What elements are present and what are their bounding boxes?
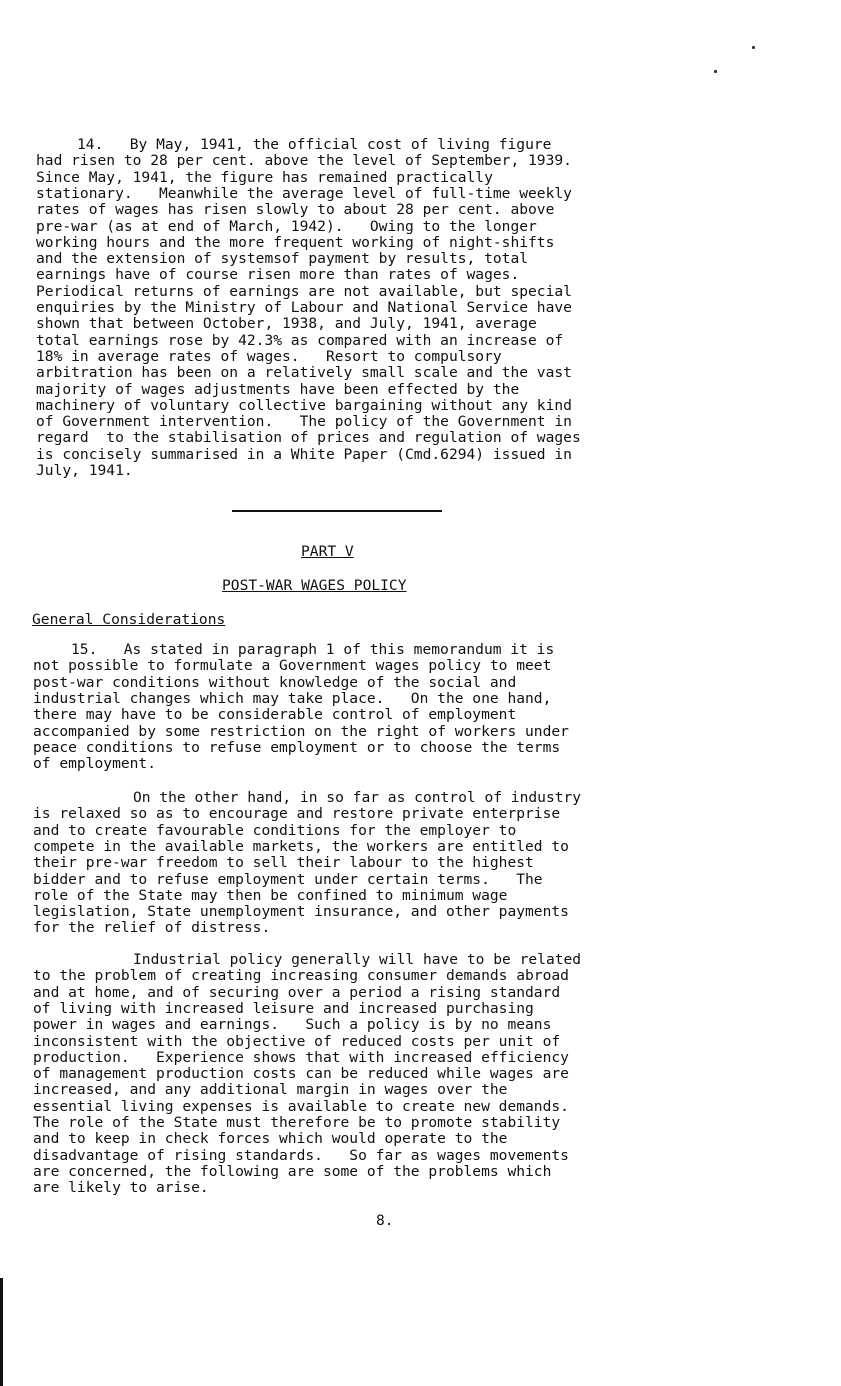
paragraph-line: increased, and any additional margin in wages over the — [33, 1081, 508, 1099]
paragraph-line: and to keep in check forces which would operate to the — [33, 1130, 508, 1148]
paragraph-line: Periodical returns of earnings are not available, but special — [36, 282, 572, 300]
paragraph-line: and the extension of systemsof payment by results, total — [36, 250, 529, 268]
paragraph-line: legislation, State unemployment insurance, and other payments — [33, 903, 569, 921]
section-divider — [232, 510, 442, 512]
section-title: POST-WAR WAGES POLICY — [222, 577, 407, 594]
paragraph-line: peace conditions to refuse employment or to choose the terms — [33, 738, 561, 756]
paragraph-line: July, 1941. — [36, 462, 133, 479]
subheading: General Considerations — [32, 611, 226, 628]
paragraph-line: is relaxed so as to encourage and restore private enterprise — [33, 805, 561, 823]
paragraph-line: stationary. Meanwhile the average level of full-time weekly — [36, 184, 572, 202]
paragraph-line: bidder and to refuse employment under certain terms. The — [33, 870, 543, 888]
page-number: 8. — [376, 1212, 394, 1229]
paragraph-line: total earnings rose by 42.3% as compared with an increase of — [36, 331, 564, 349]
paragraph-line: production. Experience shows that with increased efficiency — [33, 1048, 569, 1066]
paragraph-line: accompanied by some restriction on the right of workers under — [33, 722, 569, 740]
paragraph-line: majority of wages adjustments have been effected by the — [36, 380, 520, 398]
paragraph-line: of Government intervention. The policy of the Government in — [36, 413, 572, 431]
paragraph-line: 15. As stated in paragraph 1 of this memorandum it is — [71, 641, 555, 658]
paragraph-line: The role of the State must therefore be to promote stability — [33, 1114, 561, 1131]
paragraph-line: 18% in average rates of wages. Resort to compulsory — [36, 347, 502, 365]
paragraph-line: power in wages and earnings. Such a policy is by no means — [33, 1016, 552, 1034]
paragraph-line: machinery of voluntary collective bargaining without any kind — [36, 396, 572, 414]
paragraph-line: for the relief of distress. — [33, 919, 271, 937]
paragraph-line: shown that between October, 1938, and July, 1941, average — [36, 315, 537, 333]
paragraph-line: of employment. — [33, 755, 157, 773]
part-heading: PART V — [301, 543, 354, 560]
paragraph-line: arbitration has been on a relatively small scale and the vast — [36, 364, 572, 382]
paragraph-line: Since May, 1941, the figure has remained practically — [36, 168, 493, 186]
paragraph-line: of management production costs can be reduced while wages are — [33, 1065, 569, 1083]
paragraph-line: is concisely summarised in a White Paper (Cmd.6294) issued in — [36, 445, 572, 463]
scan-speck — [752, 46, 755, 49]
paragraph-line: rates of wages has risen slowly to about 28 per cent. above — [36, 201, 555, 219]
paragraph-line: pre-war (as at end of March, 1942). Owing to the longer — [36, 217, 537, 235]
scan-speck — [714, 70, 717, 73]
paragraph-line: are likely to arise. — [33, 1179, 209, 1197]
paragraph-line: 14. By May, 1941, the official cost of living figure — [77, 136, 552, 153]
margin-mark — [0, 1278, 3, 1386]
paragraph-line: of living with increased leisure and increased purchasing — [33, 999, 534, 1017]
paragraph-line: enquiries by the Ministry of Labour and National Service have — [36, 299, 572, 316]
paragraph-line: are concerned, the following are some of the problems which — [33, 1162, 552, 1180]
paragraph-line: role of the State may then be confined to minimum wage — [33, 886, 508, 904]
paragraph-line: their pre-war freedom to sell their labour to the highest — [33, 854, 534, 872]
paragraph-line: there may have to be considerable control of employment — [33, 706, 517, 724]
paragraph-line: post-war conditions without knowledge of the social and — [33, 673, 517, 691]
paragraph-line: had risen to 28 per cent. above the level of September, 1939. — [36, 152, 572, 170]
paragraph-line: not possible to formulate a Government wages policy to meet — [33, 657, 552, 675]
paragraph-line: earnings have of course risen more than rates of wages. — [36, 266, 520, 284]
paragraph-line: working hours and the more frequent working of night-shifts — [36, 233, 555, 251]
paragraph-line: essential living expenses is available to create new demands. — [33, 1097, 569, 1115]
paragraph-line: Industrial policy generally will have to be related — [133, 951, 582, 968]
paragraph-line: disadvantage of rising standards. So far as wages movements — [33, 1146, 569, 1164]
paragraph-line: to the problem of creating increasing consumer demands abroad — [33, 967, 569, 985]
paragraph-line: inconsistent with the objective of reduced costs per unit of — [33, 1032, 561, 1050]
paragraph-line: On the other hand, in so far as control of industry — [133, 789, 582, 806]
paragraph-line: regard to the stabilisation of prices and regulation of wages — [36, 429, 581, 447]
paragraph-line: industrial changes which may take place. On the one hand, — [33, 689, 552, 707]
paragraph-line: and at home, and of securing over a period a rising standard — [33, 983, 561, 1001]
paragraph-line: and to create favourable conditions for the employer to — [33, 821, 517, 839]
paragraph-line: compete in the available markets, the workers are entitled to — [33, 837, 569, 855]
